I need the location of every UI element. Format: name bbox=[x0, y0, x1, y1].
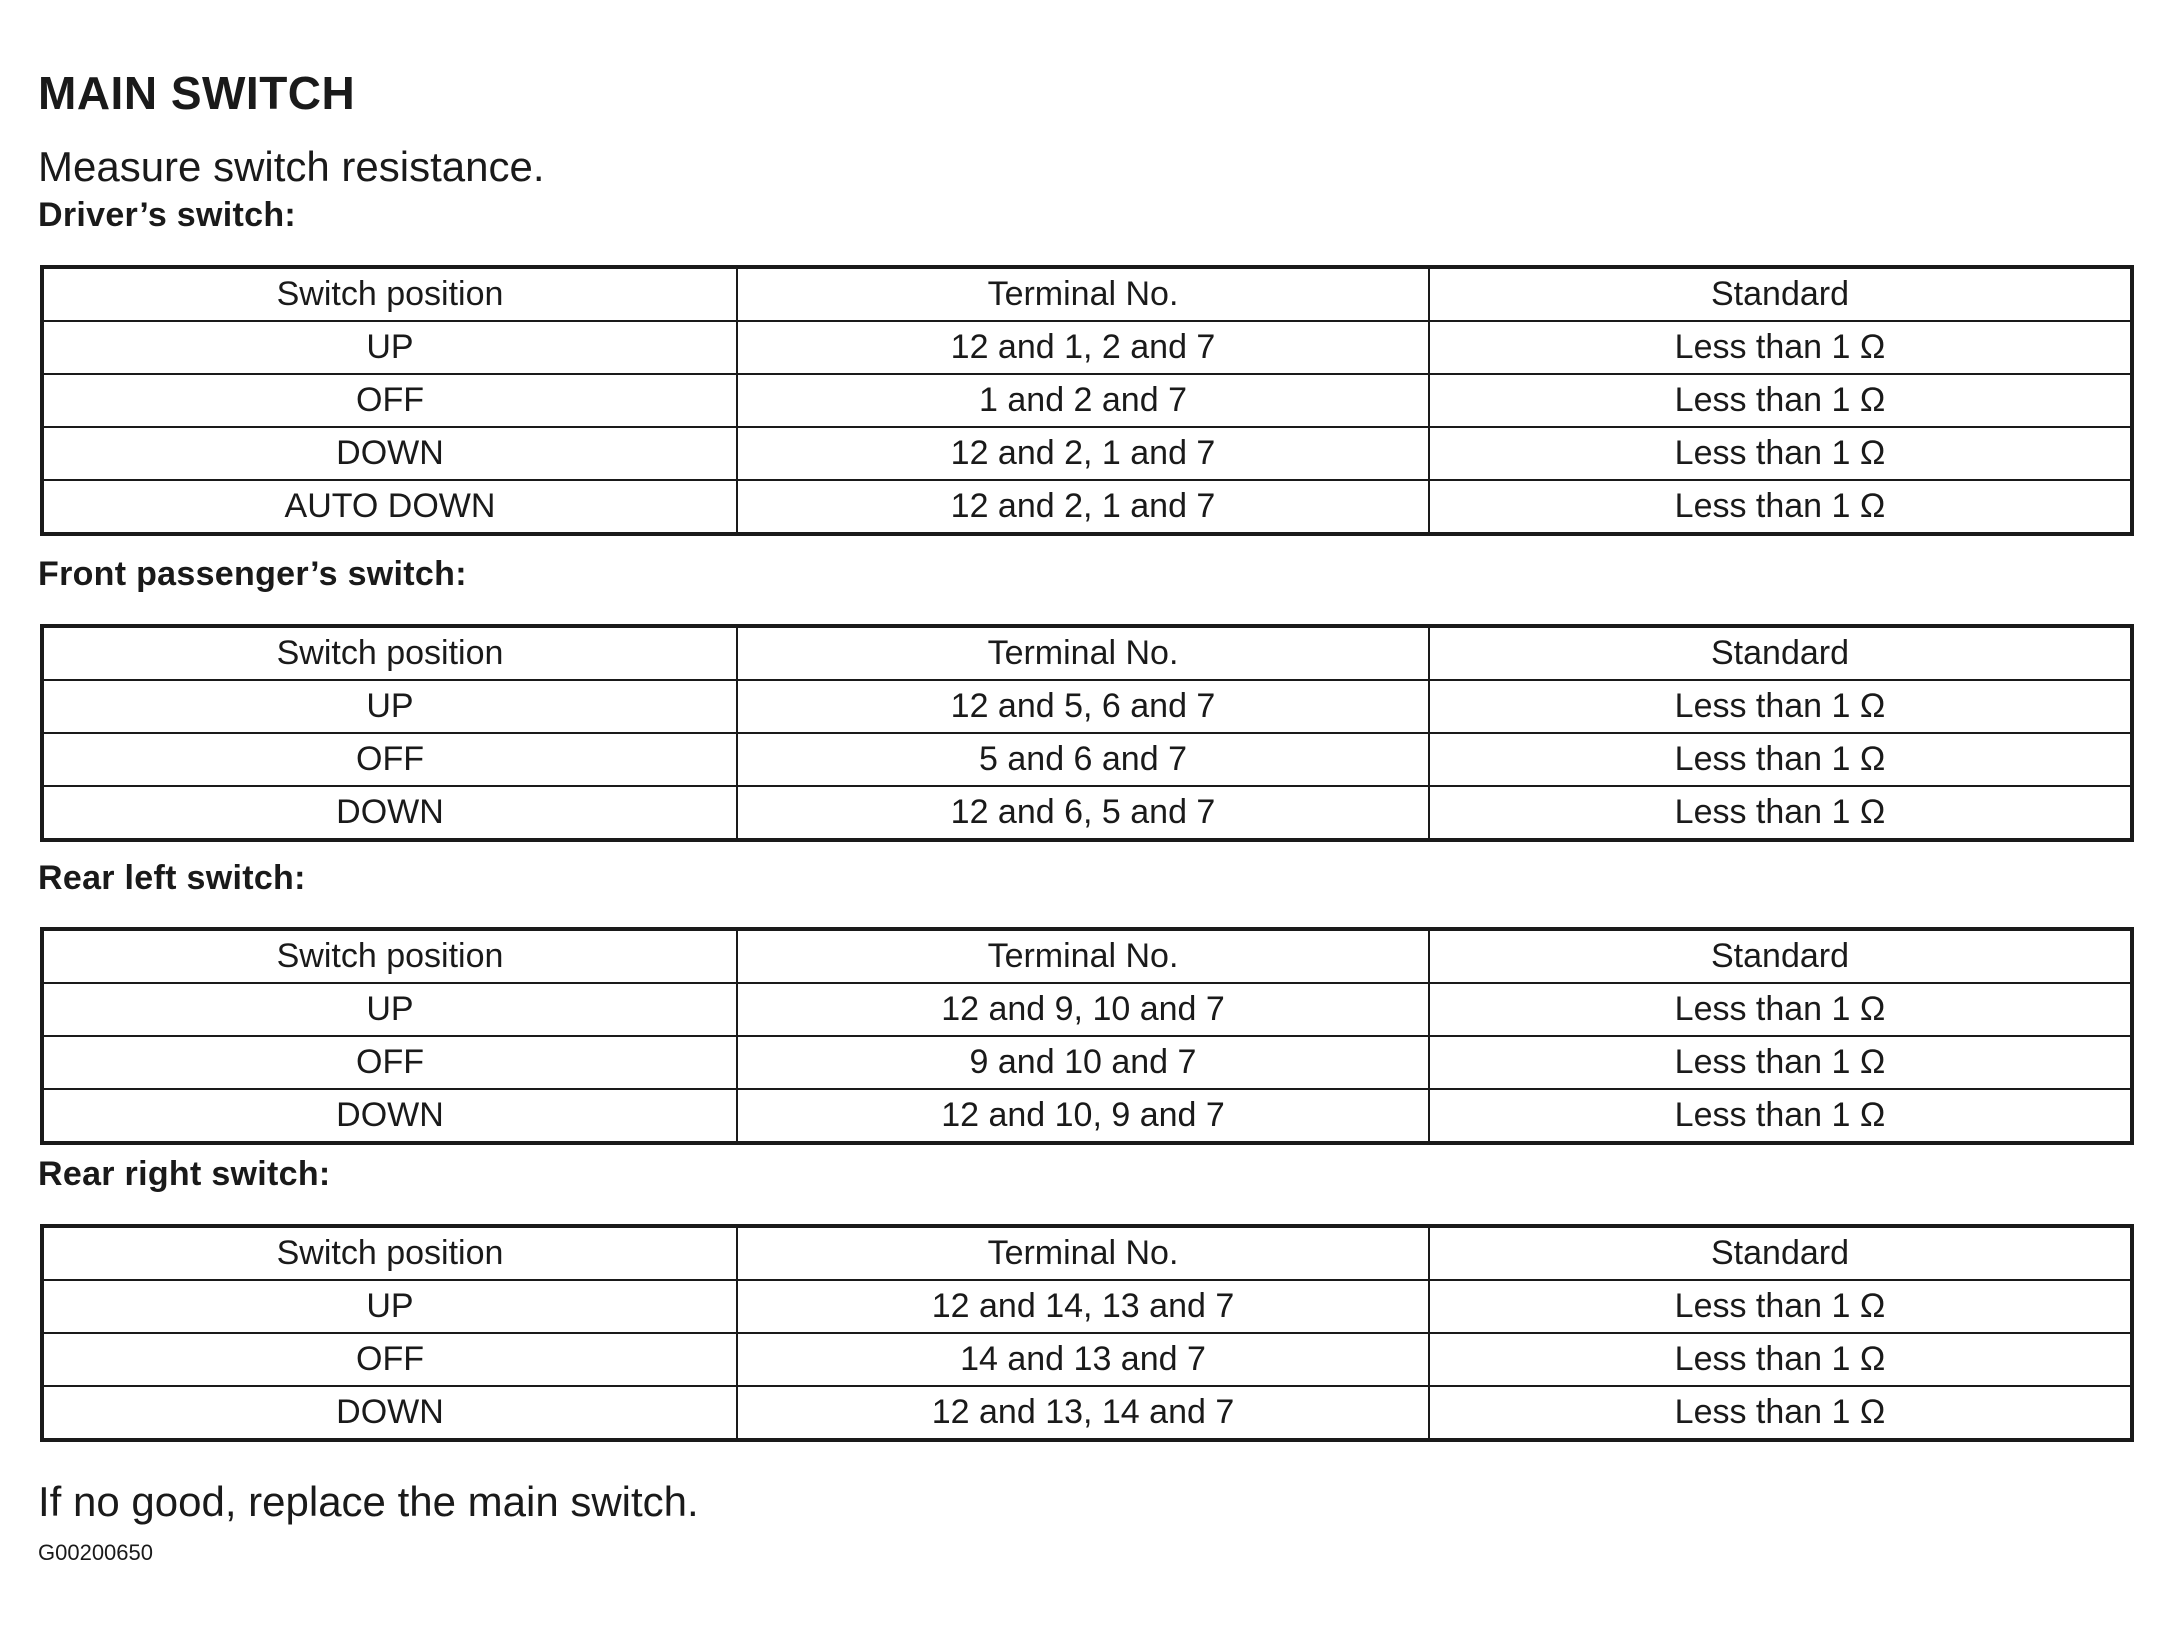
header-standard: Standard bbox=[1429, 626, 2132, 680]
section-label-rear-left: Rear left switch: bbox=[38, 859, 306, 897]
table-row bbox=[42, 733, 2132, 786]
table-row bbox=[42, 680, 2132, 733]
header-terminal-no: Terminal No. bbox=[737, 1226, 1429, 1280]
driver-switch-table bbox=[40, 265, 2134, 536]
header-terminal-no: Terminal No. bbox=[737, 267, 1429, 321]
cell-standard: Less than 1 Ω bbox=[1429, 1036, 2132, 1089]
table-row bbox=[42, 480, 2132, 534]
table-header-row bbox=[42, 267, 2132, 321]
front-passenger-switch-table bbox=[40, 624, 2134, 842]
cell-terminal: 5 and 6 and 7 bbox=[737, 733, 1429, 786]
footer-instruction: If no good, replace the main switch. bbox=[38, 1478, 699, 1525]
cell-terminal: 12 and 14, 13 and 7 bbox=[737, 1280, 1429, 1333]
document-code: G00200650 bbox=[38, 1540, 153, 1565]
cell-position: OFF bbox=[42, 374, 737, 427]
cell-terminal: 12 and 5, 6 and 7 bbox=[737, 680, 1429, 733]
table-header-row bbox=[42, 1226, 2132, 1280]
header-standard: Standard bbox=[1429, 1226, 2132, 1280]
cell-position: OFF bbox=[42, 1333, 737, 1386]
intro-text: Measure switch resistance. bbox=[38, 143, 545, 190]
cell-standard: Less than 1 Ω bbox=[1429, 680, 2132, 733]
header-switch-position: Switch position bbox=[42, 626, 737, 680]
cell-standard: Less than 1 Ω bbox=[1429, 321, 2132, 374]
section-label-front-passenger: Front passenger’s switch: bbox=[38, 555, 467, 593]
table-header-row bbox=[42, 929, 2132, 983]
table-row bbox=[42, 1333, 2132, 1386]
cell-standard: Less than 1 Ω bbox=[1429, 733, 2132, 786]
cell-standard: Less than 1 Ω bbox=[1429, 1333, 2132, 1386]
rear-left-switch-table bbox=[40, 927, 2134, 1145]
cell-position: UP bbox=[42, 1280, 737, 1333]
cell-terminal: 14 and 13 and 7 bbox=[737, 1333, 1429, 1386]
cell-terminal: 9 and 10 and 7 bbox=[737, 1036, 1429, 1089]
cell-position: DOWN bbox=[42, 1089, 737, 1143]
cell-standard: Less than 1 Ω bbox=[1429, 427, 2132, 480]
table-row bbox=[42, 427, 2132, 480]
cell-terminal: 12 and 9, 10 and 7 bbox=[737, 983, 1429, 1036]
cell-terminal: 1 and 2 and 7 bbox=[737, 374, 1429, 427]
cell-terminal: 12 and 1, 2 and 7 bbox=[737, 321, 1429, 374]
header-terminal-no: Terminal No. bbox=[737, 626, 1429, 680]
header-standard: Standard bbox=[1429, 267, 2132, 321]
section-label-driver: Driver’s switch: bbox=[38, 196, 297, 234]
header-switch-position: Switch position bbox=[42, 929, 737, 983]
cell-standard: Less than 1 Ω bbox=[1429, 786, 2132, 840]
cell-standard: Less than 1 Ω bbox=[1429, 1386, 2132, 1440]
cell-position: AUTO DOWN bbox=[42, 480, 737, 534]
cell-terminal: 12 and 6, 5 and 7 bbox=[737, 786, 1429, 840]
cell-position: DOWN bbox=[42, 1386, 737, 1440]
table-row bbox=[42, 1280, 2132, 1333]
cell-standard: Less than 1 Ω bbox=[1429, 1089, 2132, 1143]
cell-position: OFF bbox=[42, 1036, 737, 1089]
cell-terminal: 12 and 2, 1 and 7 bbox=[737, 480, 1429, 534]
cell-standard: Less than 1 Ω bbox=[1429, 983, 2132, 1036]
table-row bbox=[42, 321, 2132, 374]
section-label-rear-right: Rear right switch: bbox=[38, 1155, 331, 1193]
table-header-row bbox=[42, 626, 2132, 680]
cell-position: UP bbox=[42, 680, 737, 733]
cell-position: UP bbox=[42, 321, 737, 374]
table-row bbox=[42, 1089, 2132, 1143]
table-row bbox=[42, 1386, 2132, 1440]
table-row bbox=[42, 374, 2132, 427]
header-switch-position: Switch position bbox=[42, 267, 737, 321]
table-row bbox=[42, 1036, 2132, 1089]
cell-terminal: 12 and 10, 9 and 7 bbox=[737, 1089, 1429, 1143]
cell-standard: Less than 1 Ω bbox=[1429, 480, 2132, 534]
cell-position: UP bbox=[42, 983, 737, 1036]
cell-position: DOWN bbox=[42, 427, 737, 480]
header-terminal-no: Terminal No. bbox=[737, 929, 1429, 983]
cell-terminal: 12 and 13, 14 and 7 bbox=[737, 1386, 1429, 1440]
table-row bbox=[42, 983, 2132, 1036]
header-standard: Standard bbox=[1429, 929, 2132, 983]
header-switch-position: Switch position bbox=[42, 1226, 737, 1280]
cell-position: OFF bbox=[42, 733, 737, 786]
rear-right-switch-table bbox=[40, 1224, 2134, 1442]
table-row bbox=[42, 786, 2132, 840]
page-title: MAIN SWITCH bbox=[38, 67, 356, 119]
cell-standard: Less than 1 Ω bbox=[1429, 374, 2132, 427]
cell-terminal: 12 and 2, 1 and 7 bbox=[737, 427, 1429, 480]
cell-standard: Less than 1 Ω bbox=[1429, 1280, 2132, 1333]
cell-position: DOWN bbox=[42, 786, 737, 840]
